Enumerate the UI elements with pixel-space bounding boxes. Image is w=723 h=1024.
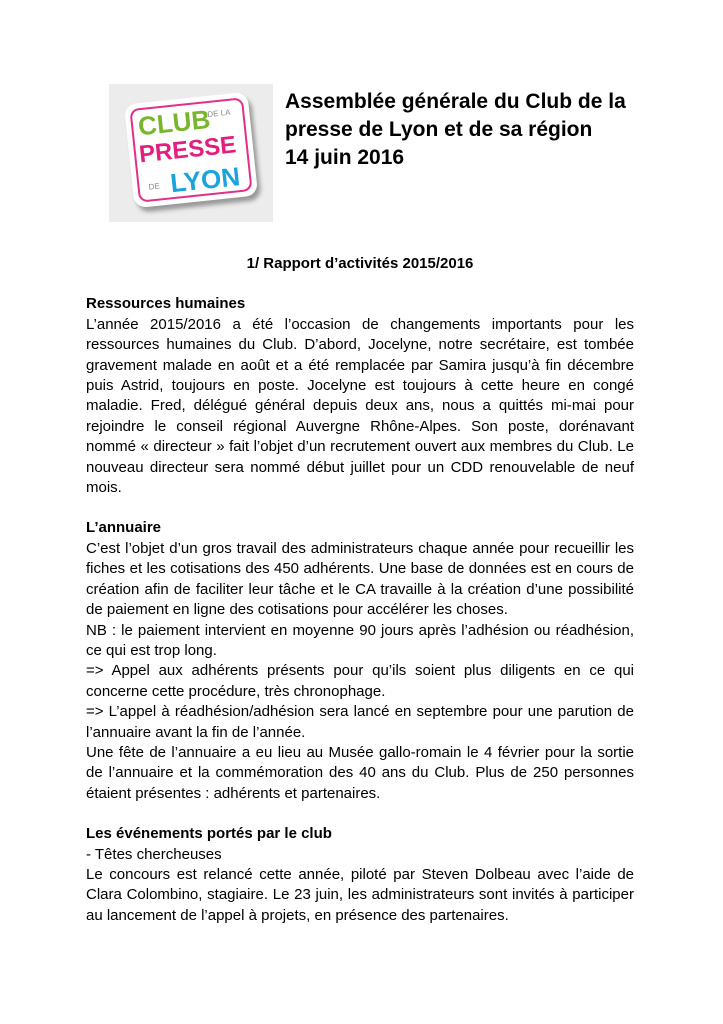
paragraph: => Appel aux adhérents présents pour qu’ils soient plus diligents en ce qui concerne cette procédure, très chronophage. xyxy=(86,662,634,700)
logo-text: CLUB xyxy=(136,103,212,142)
paragraph: C’est l’objet d’un gros travail des administrateurs chaque année pour recueillir les fiches et les cotisations des 450 adhérents. Une base de données est en cours de création afin de faciliter leur tâche et le CA travaille à la création d’une possibilité de paiement en ligne des cotisations pour accélérer les choses. xyxy=(86,539,634,619)
title-line: 14 juin 2016 xyxy=(285,146,405,169)
logo-text: PRESSE xyxy=(137,131,238,169)
heading-evenements: Les événements portés par le club xyxy=(86,825,332,843)
heading-ressources-humaines: Ressources humaines xyxy=(86,295,246,313)
document-body xyxy=(86,254,634,926)
paragraph: L’année 2015/2016 a été l’occasion de changements importants pour les ressources humaines du Club. D’abord, Jocelyne, notre secrétaire, est tombée gravement malade en août et a été remplacée par Samira jusqu’à fin décembre puis Astrid, toujours en poste. Jocelyne est toujours à cette heure en congé maladie. Fred, délégué général depuis deux ans, nous a quittés mi-mai pour rejoindre le conseil régional Auvergne Rhône-Alpes. Son poste, dorénavant nommé « directeur » fait l’objet d’un recrutement ouvert aux membres du Club. Le nouveau directeur sera nommé début juillet pour un CDD renouvelable de neuf mois. xyxy=(86,315,634,497)
title-line: presse de Lyon et de sa région xyxy=(285,118,593,141)
paragraph: => L’appel à réadhésion/adhésion sera lancé en septembre pour une parution de l’annuaire avant la fin de l’année. xyxy=(86,703,634,741)
section-title: 1/ Rapport d’activités 2015/2016 xyxy=(246,255,474,272)
document-title xyxy=(285,88,626,172)
paragraph: Le concours est relancé cette année, piloté par Steven Dolbeau avec l’aide de Clara Colombino, stagiaire. Le 23 juin, les administrateurs sont invités à participer au lancement de l’appel à projets, en présence des partenaires. xyxy=(86,865,634,924)
list-item: - Têtes chercheuses xyxy=(86,845,222,863)
heading-annuaire: L’annuaire xyxy=(86,519,162,537)
paragraph: NB : le paiement intervient en moyenne 90 jours après l’adhésion ou réadhésion, ce qui est trop long. xyxy=(86,621,634,659)
logo-text: LYON xyxy=(168,161,242,199)
logo-text: DE LA xyxy=(206,107,231,120)
logo-text: DE xyxy=(148,181,161,192)
paragraph: Une fête de l’annuaire a eu lieu au Musée gallo-romain le 4 février pour la sortie de l’annuaire et la commémoration des 40 ans du Club. Plus de 250 personnes étaient présentes : adhérents et partenaires. xyxy=(86,743,634,802)
club-presse-lyon-logo xyxy=(109,84,273,222)
title-line: Assemblée générale du Club de la xyxy=(285,90,626,113)
